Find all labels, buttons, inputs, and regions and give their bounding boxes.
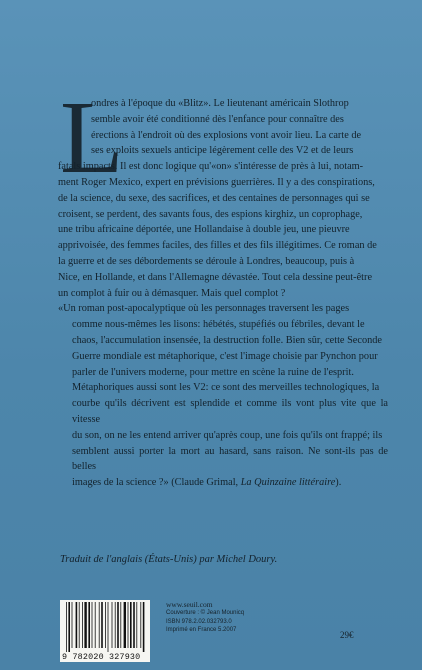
blurb-text <box>58 96 388 491</box>
quote-attribution-line <box>58 475 388 491</box>
printing-info: Imprimé en France 5.2007 <box>166 626 237 633</box>
blurb-line: un complot à fuir ou à démasquer. Mais quel complot ? <box>58 287 286 299</box>
quote-line: parler de l'univers moderne, pour mettre en scène la ruine de l'esprit. <box>72 366 354 378</box>
publisher-info <box>166 601 244 634</box>
blurb-line: ondres à l'époque du «Blitz». Le lieutenant américain Slothrop <box>91 98 349 109</box>
blurb-line: croisent, se perdent, des savants fous, des espions kirghiz, un coprophage, <box>58 208 363 220</box>
blurb-line: fatals impacts. Il est donc logique qu'«on» s'intéresse de près à lui, notam- <box>58 161 364 173</box>
attribution-title: La Quinzaine littéraire <box>240 477 336 489</box>
quote-line: images de la science ?» <box>72 477 169 489</box>
barcode-number: 9 782020 327930 <box>62 652 141 662</box>
price: 29€ <box>340 630 354 640</box>
quote-line: courbe qu'ils décrivent est splendide et comme ils vont plus vite que la vitesse <box>72 398 388 425</box>
quote-line: semblent aussi porter la mort au hasard, sans raison. Ne sont-ils pas de belles <box>72 445 388 473</box>
blurb-line: Nice, en Hollande, et dans l'Allemagne dévastée. Tout cela dessine peut-être <box>58 271 373 283</box>
quote-line: Métaphoriques aussi sont les V2: ce sont des merveilles technologiques, la <box>72 382 380 394</box>
quote-line: comme nous-mêmes les lisons: hébétés, stupéfiés ou fébriles, devant le <box>72 319 365 331</box>
attribution-pre: (Claude Grimal, <box>171 477 241 489</box>
cover-credit: Couverture : © Jean Mounicq <box>166 610 245 617</box>
drop-cap: L <box>60 80 124 195</box>
blurb-line: semble avoir été conditionné dès l'enfance pour connaître des <box>91 113 344 125</box>
blurb-line: la guerre et de ses débordements se déroule à Londres, beaucoup, puis à <box>58 255 355 267</box>
attribution-post: ). <box>335 477 342 489</box>
barcode-bars <box>64 602 146 652</box>
blurb-line: apprivoisée, des femmes faciles, des filles et des fils illégitimes. Ce roman de <box>58 240 377 252</box>
blurb-line: érections à l'endroit où des explosions vont avoir lieu. La carte de <box>91 129 362 141</box>
blurb-line: ment Roger Mexico, expert en prévisions guerrières. Il y a des conspirations, <box>58 176 375 188</box>
quote-line: du son, on ne les entend arriver qu'après coup, une fois qu'ils ont frappé; ils <box>72 429 383 441</box>
translation-credit: Traduit de l'anglais (États-Unis) par Michel Doury. <box>60 554 278 565</box>
blurb-line: de la science, du sexe, des sacrifices, et des centaines de personnages qui se <box>58 192 370 204</box>
blurb-line: ses exploits sexuels anticipe légèrement celle des V2 et de leurs <box>91 145 354 157</box>
quote-line: Guerre mondiale est métaphorique, c'est l'image choisie par Pynchon pour <box>72 350 378 362</box>
quote-line: «Un roman post-apocalyptique où les personnages traversent les pages <box>58 303 350 315</box>
barcode <box>60 600 150 662</box>
blurb-line: une tribu africaine déportée, une Hollandaise à double jeu, une pieuvre <box>58 224 350 236</box>
isbn: ISBN 978.2.02.032793.0 <box>166 618 232 625</box>
publisher-website[interactable]: www.seuil.com <box>166 600 213 609</box>
review-quote <box>58 301 388 491</box>
quote-line: chaos, l'accumulation insensée, la destruction folle. Bien sûr, cette Seconde <box>72 334 382 346</box>
